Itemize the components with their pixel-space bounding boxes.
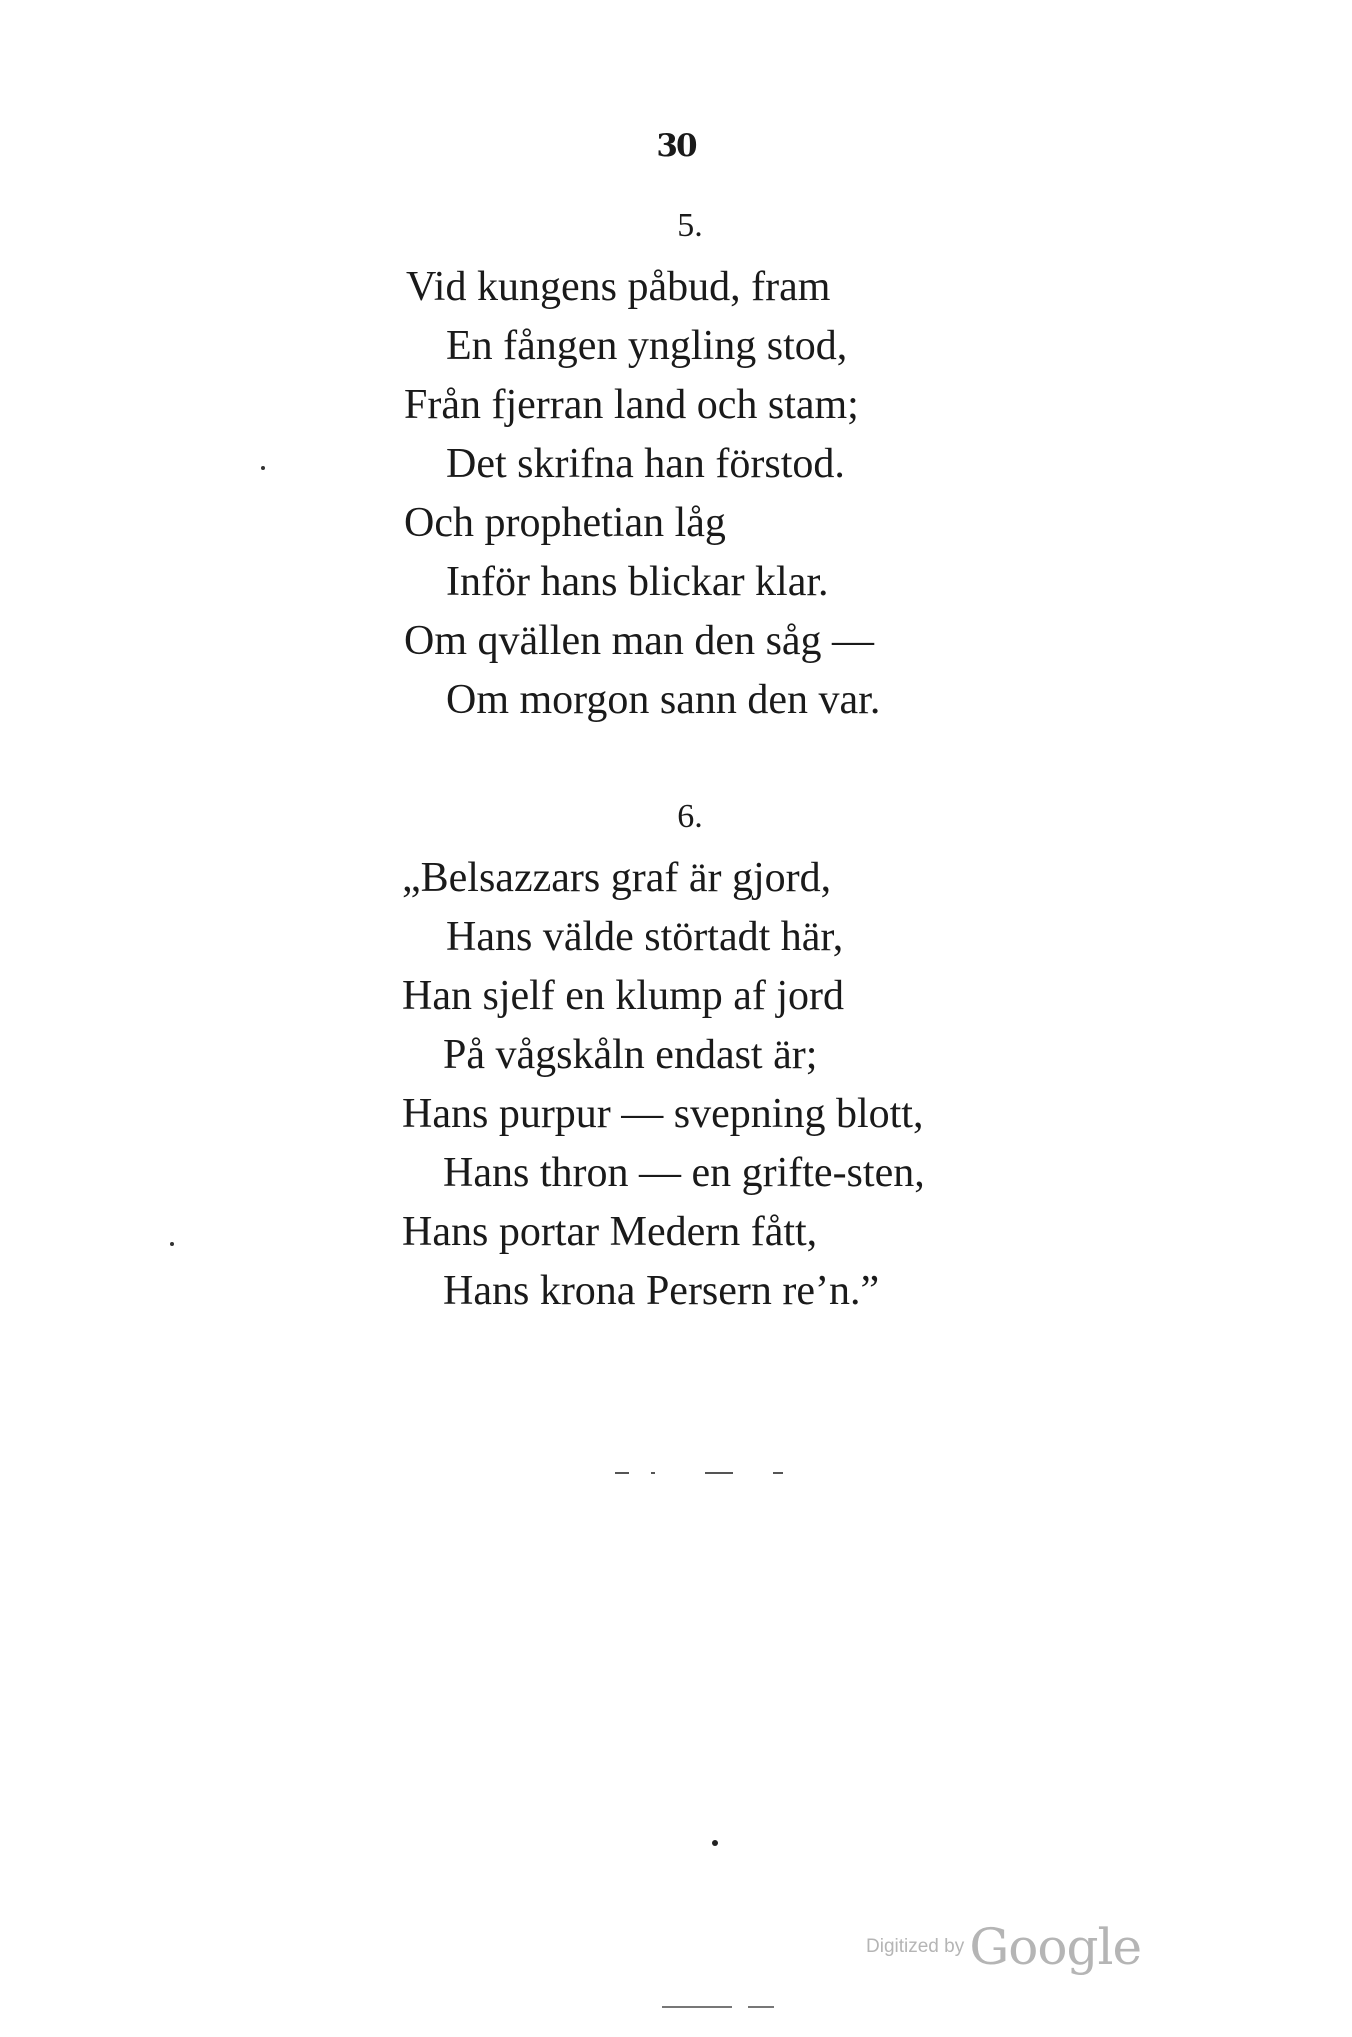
poem-line: Från fjerran land och stam; xyxy=(404,382,859,428)
scan-speck xyxy=(170,1242,174,1246)
poem-line: En fången yngling stod, xyxy=(446,323,848,369)
poem-line: Vid kungens påbud, fram xyxy=(406,264,831,310)
digitized-by-google-watermark xyxy=(866,1918,1141,1976)
scan-speck xyxy=(261,466,265,470)
poem-line: Och prophetian låg xyxy=(404,500,726,546)
poem-line: Hans krona Persern re’n.” xyxy=(443,1268,880,1314)
scan-speck xyxy=(712,1840,718,1846)
poem-line: Inför hans blickar klar. xyxy=(446,559,829,605)
poem-line: Han sjelf en klump af jord xyxy=(402,973,845,1019)
stanza-number-5: 5. xyxy=(677,207,703,244)
poem-line: Om qvällen man den såg — xyxy=(404,618,875,664)
poem-line: Hans portar Medern fått, xyxy=(402,1209,818,1255)
bottom-rule-marks xyxy=(662,2006,782,2010)
poem-line: På vågskåln endast är; xyxy=(443,1032,818,1078)
poem-line: „Belsazzars graf är gjord, xyxy=(402,855,832,901)
section-end-marks xyxy=(615,1472,795,1476)
google-logo-text: Google xyxy=(969,1918,1142,1976)
watermark-prefix: Digitized by xyxy=(866,1936,965,1957)
poem-line: Hans thron — en grifte-sten, xyxy=(443,1150,925,1196)
poem-line: Det skrifna han förstod. xyxy=(446,441,845,487)
poem-line: Hans purpur — svepning blott, xyxy=(402,1091,924,1137)
page-number: 30 xyxy=(656,128,696,164)
stanza-number-6: 6. xyxy=(677,798,703,835)
poem-line: Hans välde störtadt här, xyxy=(446,914,844,960)
poem-line: Om morgon sann den var. xyxy=(446,677,881,723)
